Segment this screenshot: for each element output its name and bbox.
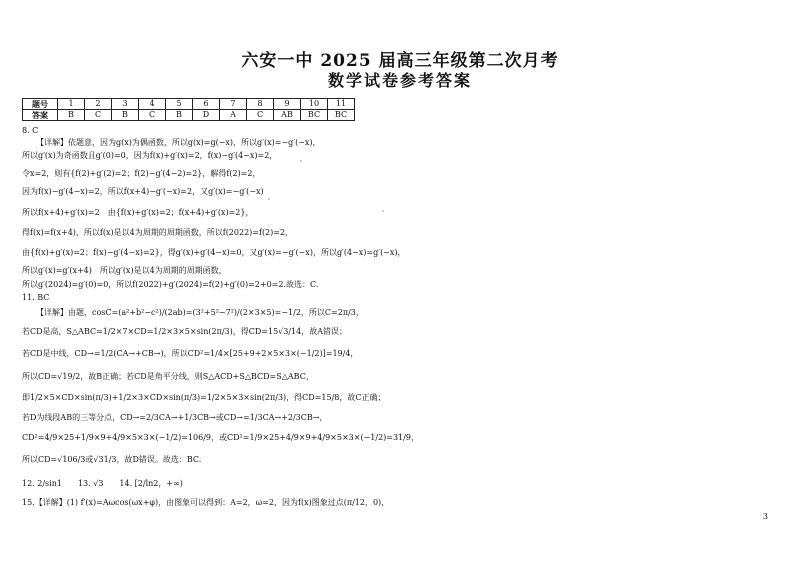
- solution-heading-15: 15.【详解】(1) f′(x)=Aωcos(ωx+φ)，由图象可以得到：A=2，ω=2，因为f(x)图象过点(π/12，0)，: [22, 498, 390, 507]
- solution-line: 所以f(x+4)+g′(x)=2 由{f(x)+g′(x)=2；f(x+4)+g′(x)=2}，: [22, 208, 254, 217]
- answer-table-header-label: 题号: [23, 99, 58, 110]
- solution-line: 若CD是高，S△ABC=1/2×7×CD=1/2×3×5×sin(2π/3)，得CD=15√3/14，故A错误；: [22, 327, 348, 336]
- page-number: 3: [762, 512, 768, 521]
- solution-heading-8: 8. C: [22, 126, 39, 135]
- answer-cell: B: [112, 110, 139, 121]
- solution-line: 所以CD=√19/2，故B正确；若CD是角平分线，则S△ACD+S△BCD=S△ABC，: [22, 372, 314, 381]
- answer-cell: C: [139, 110, 166, 121]
- scan-speck: [268, 198, 270, 200]
- solution-line: 所以g′(x)=g′(x+4) 所以g′(x)是以4为周期的周期函数，: [22, 266, 227, 275]
- question-number: 9: [274, 99, 301, 110]
- solution-line: 得f(x)=f(x+4)，所以f(x)是以4为周期的周期函数，所以f(2022)=f(2)=2，: [22, 228, 294, 237]
- answer-table-number-row: [23, 99, 355, 110]
- answer-cell: BC: [328, 110, 355, 121]
- answer-cell: B: [166, 110, 193, 121]
- answer-cell: B: [58, 110, 85, 121]
- question-number: 1: [58, 99, 85, 110]
- answer-cell: A: [220, 110, 247, 121]
- solution-line: 所以g′(2024)=g′(0)=0，所以f(2022)+g′(2024)=f(2)+g′(0)=2+0=2.故选：C.: [22, 280, 319, 289]
- solution-line: 所以g′(x)为奇函数且g′(0)=0，因为f(x)+g′(x)=2，f(x)−g′(4−x)=2，: [22, 151, 278, 160]
- solution-line: 若CD是中线，CD→=1/2(CA→+CB→)，所以CD²=1/4×[25+9+2×5×3×(−1/2)]=19/4，: [22, 349, 359, 358]
- solution-line: 因为f(x)−g′(4−x)=2，所以f(x+4)−g′(−x)=2，又g′(x)=−g′(−x): [22, 187, 264, 196]
- question-number: 6: [193, 99, 220, 110]
- solution-line: 若D为线段AB的三等分点，CD→=2/3CA→+1/3CB→或CD→=1/3CA→+2/3CB→，: [22, 413, 328, 422]
- solution-heading-11: 11. BC: [22, 293, 50, 302]
- question-number: 2: [85, 99, 112, 110]
- solution-line: 令x=2，则有{f(2)+g′(2)=2；f(2)−g′(4−2)=2}，解得f(2)=2，: [22, 169, 261, 178]
- answer-table-answer-row: [23, 110, 355, 121]
- question-number: 8: [247, 99, 274, 110]
- question-number: 11: [328, 99, 355, 110]
- answer-cell: BC: [301, 110, 328, 121]
- answer-table-answer-label: 答案: [23, 110, 58, 121]
- solution-line: 【详解】依题意，因为g(x)为偶函数，所以g(x)=g(−x)，所以g′(x)=−g′(−x)，: [36, 138, 321, 147]
- solution-line: 即1/2×5×CD×sin(π/3)+1/2×3×CD×sin(π/3)=1/2×5×3×sin(2π/3)，得CD=15/8，故C正确；: [22, 393, 386, 402]
- answer-cell: C: [85, 110, 112, 121]
- answer-cell: AB: [274, 110, 301, 121]
- solution-line: 由{f(x)+g′(x)=2；f(x)−g′(4−x)=2}，得g′(x)+g′(4−x)=0，又g′(x)=−g′(−x)，所以g′(4−x)=g′(−x)，: [22, 248, 406, 257]
- question-number: 3: [112, 99, 139, 110]
- solution-line: 【详解】由题，cosC=(a²+b²−c²)/(2ab)=(3²+5²−7²)/(2×3×5)=−1/2，所以C=2π/3，: [36, 308, 364, 317]
- scan-speck: [382, 210, 384, 212]
- scan-speck: [300, 160, 302, 162]
- answer-cell: D: [193, 110, 220, 121]
- solution-line: 所以CD=√106/3或√31/3，故D错误。故选：BC.: [22, 455, 202, 464]
- question-number: 4: [139, 99, 166, 110]
- answers-12-14: 12. 2/sin1 13. √3 14. [2/ln2，+∞): [22, 479, 183, 488]
- question-number: 10: [301, 99, 328, 110]
- question-number: 7: [220, 99, 247, 110]
- question-number: 5: [166, 99, 193, 110]
- exam-title: 六安一中 2025 届高三年级第二次月考: [241, 51, 559, 71]
- answer-cell: C: [247, 110, 274, 121]
- exam-subtitle: 数学试卷参考答案: [327, 71, 472, 90]
- solution-line: CD²=4/9×25+1/9×9+4/9×5×3×(−1/2)=106/9，或CD²=1/9×25+4/9×9+4/9×5×3×(−1/2)=31/9，: [22, 433, 419, 442]
- answer-table: [22, 98, 355, 121]
